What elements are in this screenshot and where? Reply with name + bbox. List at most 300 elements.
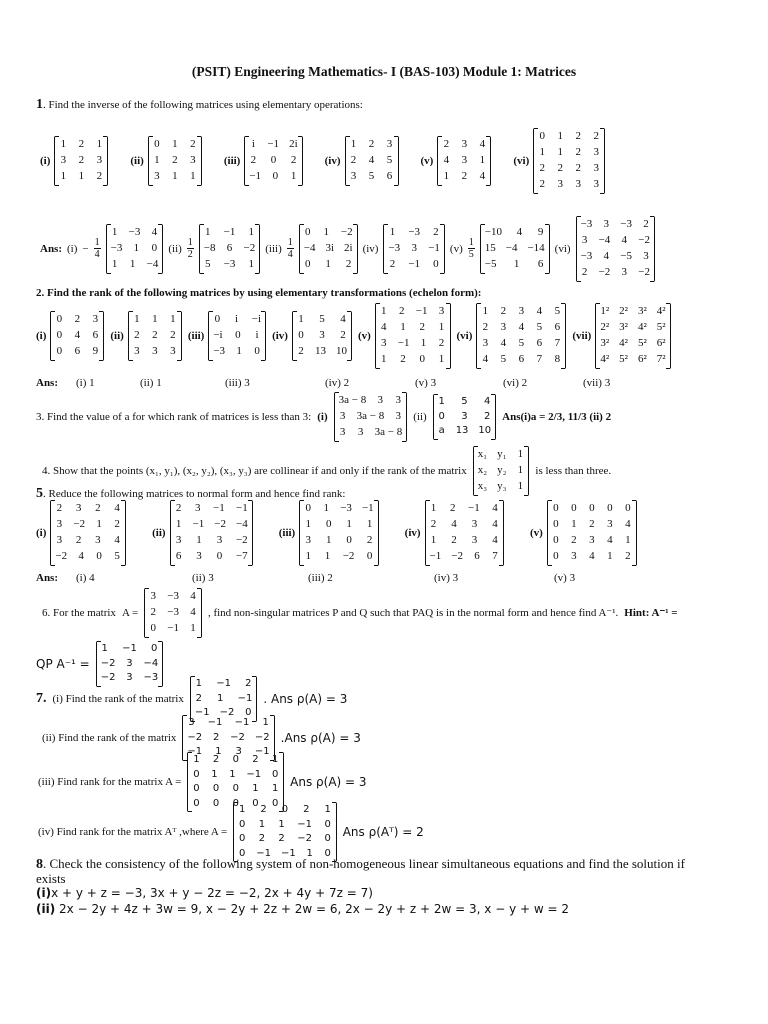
matrix-row [249,169,297,185]
matrix-row [442,169,486,185]
answer-item: (iii) 2 [308,572,333,584]
matrix-cell: 0 [553,502,559,514]
fraction-denominator: 2 [187,249,193,261]
matrix-cell: 3 [461,410,468,422]
matrix-cell: −1 [213,502,225,514]
matrix-cell: 2 [74,312,81,325]
matrix-cell: −1 [223,225,236,238]
matrix-cell: 1 [479,153,486,166]
matrix-cell: 6 [92,328,99,341]
matrix-row [552,549,632,565]
matrix-cell: 1 [175,517,182,530]
q8-number: 8 [36,857,43,872]
matrix-cell: 1 [557,145,563,158]
matrix-cell: 3a − 8 [356,409,385,422]
matrix-row [238,832,332,847]
matrix-row [350,153,394,169]
matrix-cell: −1 [254,746,270,757]
matrix-cell: 1 [215,746,222,757]
matrix-cell: i [251,137,255,150]
matrix-cell: 1 [323,502,329,514]
answer-label: (v) [449,242,463,255]
matrix-cell: −3 [580,249,593,262]
page-title: (PSIT) Engineering Mathematics- I (BAS-103) Module 1: Matrices [191,64,577,79]
matrix-row [213,312,261,328]
fraction-denominator: 4 [94,249,100,261]
matrix-cell: 0 [212,783,220,794]
answer-item: (i) 1 [76,377,95,389]
matrix-cell: 5 [114,549,120,562]
matrix-cell: 6² [637,352,647,365]
matrix-cell: 5² [619,352,628,365]
matrix-cell: a [438,425,445,437]
matrix-cell: 0 [607,502,613,514]
matrix-cell: −1 [256,847,271,859]
matrix-cell: 7² [656,352,666,365]
matrix-item [110,311,181,361]
matrix-cell: 4 [114,533,120,546]
matrix-cell: 0 [553,549,559,562]
matrix-cell: 4² [600,352,610,365]
matrix-cell: 0 [232,783,239,794]
matrix-row [581,217,650,233]
matrix-row [238,818,332,833]
matrix-cell: 6 [536,336,543,349]
matrix-cell: 3 [471,533,478,546]
matrix-cell: −2 [187,731,203,743]
matrix-cell: −1 [267,137,280,150]
matrix-row [552,533,632,549]
q7-iv [38,802,424,862]
matrix-row [581,233,650,249]
matrix-cell: 1 [557,130,563,142]
matrix-cell: 3 [593,161,599,174]
matrix-row [430,549,499,565]
q7-iv-answer: Ans ρ(Aᵀ) = 2 [342,825,424,839]
q4-text: 4. Show that the points (x₁, y₁), (x₂, y₂), (x₃, y₃) are collinear if and only if the rank of the matrix [42,464,467,477]
matrix-cell: x₁ [477,448,488,460]
matrix-cell: −1 [280,847,296,859]
matrix-cell: 5 [518,336,525,349]
matrix-cell: −4 [236,517,248,530]
matrix-row [192,768,279,783]
matrix-cell: −2 [451,549,463,562]
matrix-cell: 7 [536,352,543,365]
matrix-cell: 3 [339,425,346,438]
matrix-row [133,312,177,328]
matrix-cell: 5 [319,312,325,325]
matrix-row [430,517,499,533]
matrix-cell: 2 [625,549,631,562]
matrix-cell: 3² [600,336,610,349]
matrix-cell: 1 [324,804,331,815]
matrix-cell: 1 [172,169,178,182]
matrix-cell: 2 [260,804,267,815]
matrix-cell: −1 [429,549,442,562]
matrix [547,500,637,566]
q7-i-text: (i) Find the rank of the matrix [52,692,184,705]
matrix-cell: −2 [340,225,353,238]
matrix-cell: −4 [143,657,159,669]
matrix-row [59,153,103,169]
matrix-cell: 2² [600,320,610,333]
matrix-cell: −1 [207,717,223,728]
item-label: (v) [529,526,543,539]
matrix-row [111,241,159,257]
matrix-cell: 3 [461,137,468,150]
matrix-cell: −4 [598,233,611,246]
matrix-row [388,225,439,241]
matrix-cell: 2 [96,169,103,182]
matrix-cell: y₁ [497,448,507,460]
matrix-cell: 5² [656,320,666,333]
matrix-cell: −1 [428,241,440,254]
matrix-cell: 8 [554,352,561,365]
matrix-cell: −3 [223,257,236,270]
matrix-cell: 1 [323,225,330,238]
matrix-cell: −2 [243,241,256,254]
matrix-cell: 13 [314,344,326,357]
matrix-row [175,501,248,517]
matrix-cell: 3 [607,517,613,530]
matrix-cell: 2 [430,517,437,530]
matrix-cell: 3 [471,517,478,530]
matrix-cell: −1 [397,336,410,349]
matrix-cell: −1 [187,746,203,757]
matrix-row [485,241,545,257]
matrix-cell: −1 [192,517,205,530]
matrix-cell: −i [213,328,223,341]
matrix-row [55,328,99,344]
q3 [36,392,611,442]
matrix-cell: 2 [56,502,63,514]
matrix-cell: 3 [195,502,201,514]
matrix-cell: 0 [216,549,223,562]
matrix-row [204,241,255,257]
matrix-cell: 3 [411,241,417,254]
matrix [208,311,266,361]
matrix-cell: 1 [60,137,67,150]
answer-item: (vi) 2 [503,377,528,389]
q2-matrices [36,303,671,369]
q8-prompt [36,856,685,873]
matrix-row [380,352,446,368]
q5-answers [36,572,634,584]
matrix-cell: 1 [211,768,218,780]
item-label: (vi) [456,329,473,342]
matrix-row [55,344,99,360]
matrix-cell: 1 [305,549,311,562]
fraction-numerator: 1 [468,237,474,249]
matrix-cell: 1 [60,169,67,182]
q6-text: 6. For the matrix [42,606,116,619]
matrix-cell: 9 [92,344,99,357]
matrix-cell: 1 [154,153,160,166]
matrix [476,303,566,369]
matrix-item [513,128,605,194]
matrix-cell: 2 [195,692,203,704]
matrix-cell: 0 [232,754,239,765]
matrix-cell: 6 [518,352,525,365]
matrix-cell: −2 [230,731,245,743]
matrix-row [552,517,632,533]
matrix-row [133,344,177,360]
matrix-cell: 6 [537,257,544,270]
matrix-cell: 0 [271,768,279,780]
matrix [50,500,126,566]
matrix-cell: 0 [325,517,332,530]
matrix-cell: 0 [235,328,241,341]
matrix-item [325,136,399,186]
answer-fraction [187,237,194,260]
matrix-cell: −2 [55,549,68,562]
matrix-cell: 3 [377,394,383,406]
matrix-row [192,782,279,797]
matrix-cell: −3 [213,344,226,357]
q8-i-label: (i) [36,886,52,900]
matrix-item [188,311,266,361]
matrix-cell: −10 [484,225,502,238]
q7-iv-matrix [233,802,337,862]
item-label: (ii) [130,154,144,167]
matrix-cell: 2i [289,137,298,150]
matrix-cell: 2 [212,754,220,765]
matrix [437,136,491,186]
q7-iv-text: (iv) Find rank for the matrix Aᵀ ,where A = [38,826,228,838]
matrix-row [380,336,446,352]
matrix-cell: 15 [484,241,496,254]
matrix-cell: 1 [172,137,178,150]
matrix-cell: 2 [350,153,357,166]
item-label: (iv) [272,329,288,342]
matrix-cell: −3 [167,590,179,602]
matrix-cell: 4 [151,225,158,238]
matrix-cell: 2 [451,533,457,546]
matrix [425,500,504,566]
matrix-cell: 2 [290,153,297,166]
matrix-cell: 2 [258,833,266,844]
matrix-row [153,169,197,185]
matrix-cell: 4² [656,305,666,317]
q8-text: . Check the consistency of the following system of non-homogeneous linear simultaneous equations and find the solution if [43,856,685,871]
matrix-item [358,303,451,369]
matrix-cell: 2 [345,257,352,270]
matrix-cell: −1 [249,169,262,182]
item-label: (i) [40,154,51,167]
matrix-cell: 2 [114,517,120,530]
item-label: (ii) [110,329,124,342]
matrix-cell: 3 [305,533,311,546]
matrix-cell: 7 [554,336,561,349]
matrix-cell: 1 [438,396,445,408]
matrix-cell: 5² [637,336,647,349]
matrix-cell: 9 [537,225,544,238]
matrix-cell: 4 [451,517,457,530]
matrix-cell: 3 [438,305,445,317]
matrix-row [485,257,545,273]
matrix-row [552,501,632,517]
matrix-cell: 1 [193,754,200,765]
matrix-cell: 0 [433,257,439,270]
answer-sign: − [82,242,89,255]
q2-prompt: 2. Find the rank of the following matrices by using elementary transformations (echelon form): [36,287,482,299]
fraction-denominator: 4 [287,249,293,261]
matrix-row [581,249,650,265]
matrix-cell: 1 [306,847,313,859]
matrix-row [204,225,255,241]
matrix-row [101,642,159,657]
matrix-row [55,549,121,565]
q3-answer: Ans(i)a = 2/3, 11/3 (ii) 2 [502,410,612,423]
matrix-cell: 1 [248,257,254,270]
matrix-cell: 3 [190,153,196,166]
matrix-cell: 5 [461,396,468,408]
matrix-cell: 4 [340,312,346,325]
matrix-cell: −4 [146,257,159,270]
matrix-cell: 2 [643,218,649,230]
matrix-cell: 1 [420,336,427,349]
matrix-cell: 1 [298,312,304,325]
matrix-cell: 3 [216,533,223,546]
matrix-cell: 0 [571,502,577,514]
matrix-row [304,549,373,565]
matrix-cell: 4 [518,320,525,333]
matrix-cell: 1 [111,257,118,270]
matrix-cell: 4 [492,502,498,514]
matrix-row [195,677,253,692]
matrix-cell: −3 [143,672,159,683]
matrix-cell: 1 [133,241,140,254]
matrix-row [55,312,99,328]
q3-matrix-2 [433,394,496,440]
matrix-cell: 3 [152,344,158,357]
matrix-row [438,395,491,410]
matrix-cell: −1 [408,257,421,270]
matrix-cell: −2 [100,672,116,683]
q2-answers [36,377,653,389]
answers-label: Ans: [36,377,59,389]
matrix-row [339,425,403,441]
matrix-cell: −3 [408,225,421,238]
matrix-cell: 1 [381,352,387,365]
matrix-row [175,549,248,565]
matrix-cell: 1 [389,225,396,238]
matrix-cell: x₃ [477,479,488,492]
matrix-row [187,716,269,731]
matrix-cell: −3 [580,218,593,230]
matrix-row [388,241,439,257]
matrix-cell: −1 [167,621,179,634]
matrix-cell: 2 [298,344,304,357]
matrix-cell: 0 [254,344,260,357]
matrix-cell: 1 [236,344,242,357]
matrix-row [153,153,197,169]
matrix-item [272,311,352,361]
matrix-cell: 5 [536,320,543,333]
matrix-cell: 0 [239,818,246,830]
matrix-cell: 0 [324,833,331,844]
matrix-cell: −3 [620,218,632,230]
matrix-row [175,533,248,549]
fraction-numerator: 1 [287,237,293,249]
q7-iii-answer: Ans ρ(A) = 3 [290,775,367,789]
matrix-cell: 4 [483,396,491,408]
matrix-cell: −1 [237,692,253,704]
matrix-cell: 1 [438,320,445,333]
matrix-cell: 1 [129,257,136,270]
matrix-cell: 0 [539,130,545,142]
matrix-cell: 1 [196,533,202,546]
matrix [233,802,337,862]
matrix-item [530,500,637,566]
matrix-cell: 6 [554,320,561,333]
matrix-cell: −1 [234,717,250,728]
matrix-cell: 3 [589,533,595,546]
answer-item: (v) 3 [554,572,576,584]
matrix-cell: 4 [74,328,81,341]
matrix-cell: 1 [346,517,352,530]
matrix-cell: 4 [536,305,543,317]
matrix-cell: 2 [78,137,85,150]
answer-label: (iii) [265,242,282,255]
matrix-row [195,692,253,707]
matrix-cell: 3 [56,533,63,546]
matrix-row [481,352,561,368]
matrix-row [442,153,486,169]
matrix-cell: 1 [252,783,259,794]
matrix-row [213,344,261,360]
matrix-cell: 2 [75,533,82,546]
matrix-cell: 1 [111,225,118,238]
matrix-cell: 3 [357,425,364,438]
matrix-cell: 0 [272,169,279,182]
matrix-cell: 1 [96,137,103,150]
matrix-cell: 0 [193,797,200,809]
matrix-item [224,136,303,186]
matrix-row [55,533,121,549]
matrix-cell: 0 [239,847,246,859]
matrix-cell: 2² [619,305,628,317]
answer-fraction [94,237,101,260]
answer-item: (iv) 3 [434,572,459,584]
matrix-cell: 3² [637,305,647,317]
matrix-row [600,336,665,352]
matrix [54,136,108,186]
matrix [144,588,202,638]
matrix-row [478,479,525,495]
matrix [244,136,302,186]
matrix-cell: 4 [482,352,489,365]
matrix-cell: 1 [248,225,254,238]
matrix-row [581,265,650,281]
matrix-cell: 4 [492,533,498,546]
item-label: (iv) [404,526,421,539]
q6-text-2: , find non-singular matrices P and Q such that PAQ is in the normal form and hence find A⁻¹. [207,607,619,620]
matrix [299,500,378,566]
matrix-row [304,517,373,533]
matrix-cell: 0 [553,517,559,530]
matrix-row [249,137,297,153]
matrix-cell: 1 [78,169,85,182]
matrix-cell: 3 [56,517,63,530]
q1-matrices [40,128,605,194]
matrix-cell: 1 [170,312,176,325]
matrix-cell: 0 [252,797,259,809]
matrix-cell: −8 [203,241,216,254]
matrix-cell: 2 [303,804,310,815]
matrix-row [238,803,332,818]
matrix-cell: 2 [172,153,178,166]
